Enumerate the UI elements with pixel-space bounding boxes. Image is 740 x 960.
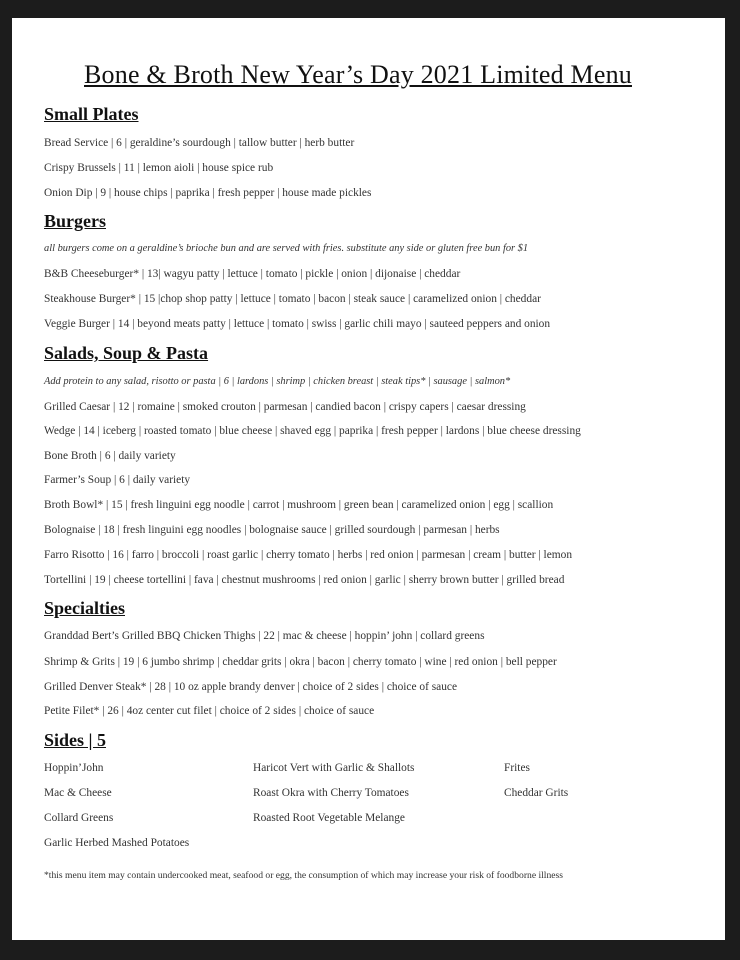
- footnote: *this menu item may contain undercooked meat, seafood or egg, the consumption of which may increase your risk of foodborne illness: [44, 870, 563, 881]
- menu-item: Grilled Denver Steak* | 28 | 10 oz apple brandy denver | choice of 2 sides | choice of sauce: [44, 681, 458, 693]
- section-heading-burgers: Burgers: [44, 211, 106, 231]
- menu-item: Wedge | 14 | iceberg | roasted tomato | blue cheese | shaved egg | paprika | fresh pepper | lardons | blue cheese dressing: [44, 425, 581, 437]
- side-item: Hoppin’John: [44, 762, 104, 774]
- menu-item: Bone Broth | 6 | daily variety: [44, 450, 176, 462]
- menu-item: B&B Cheeseburger* | 13| wagyu patty | lettuce | tomato | pickle | onion | dijonaise | cheddar: [44, 268, 461, 280]
- side-item: Cheddar Grits: [504, 787, 569, 799]
- menu-item: Crispy Brussels | 11 | lemon aioli | house spice rub: [44, 162, 274, 174]
- menu-item: Bolognaise | 18 | fresh linguini egg noodles | bolognaise sauce | grilled sourdough | parmesan | herbs: [44, 524, 500, 536]
- menu-item: Farro Risotto | 16 | farro | broccoli | roast garlic | cherry tomato | herbs | red onion | parmesan | cream | butter | lemon: [44, 549, 573, 561]
- side-item: Collard Greens: [44, 812, 114, 824]
- menu-item: Bread Service | 6 | geraldine’s sourdough | tallow butter | herb butter: [44, 137, 355, 149]
- section-heading-small-plates: Small Plates: [44, 104, 139, 124]
- section-heading-sides: Sides | 5: [44, 730, 106, 750]
- menu-item: Shrimp & Grits | 19 | 6 jumbo shrimp | cheddar grits | okra | bacon | cherry tomato | wine | red onion | bell pepper: [44, 656, 557, 668]
- menu-item: Steakhouse Burger* | 15 |chop shop patty | lettuce | tomato | bacon | steak sauce | caramelized onion | cheddar: [44, 293, 541, 305]
- menu-item: Onion Dip | 9 | house chips | paprika | fresh pepper | house made pickles: [44, 187, 372, 199]
- menu-item: Petite Filet* | 26 | 4oz center cut filet | choice of 2 sides | choice of sauce: [44, 705, 375, 717]
- salads-note: Add protein to any salad, risotto or pasta | 6 | lardons | shrimp | chicken breast | steak tips* | sausage | salmon*: [44, 376, 511, 387]
- menu-item: Broth Bowl* | 15 | fresh linguini egg noodle | carrot | mushroom | green bean | caramelized onion | egg | scallion: [44, 499, 554, 511]
- side-item: Roasted Root Vegetable Melange: [253, 812, 405, 824]
- burgers-note: all burgers come on a geraldine’s brioche bun and are served with fries. substitute any side or gluten free bun for $1: [44, 243, 529, 254]
- menu-item: Granddad Bert’s Grilled BBQ Chicken Thighs | 22 | mac & cheese | hoppin’ john | collard greens: [44, 630, 485, 642]
- menu-item: Farmer’s Soup | 6 | daily variety: [44, 474, 191, 486]
- menu-item: Veggie Burger | 14 | beyond meats patty | lettuce | tomato | swiss | garlic chili mayo | sauteed peppers and onion: [44, 318, 551, 330]
- menu-item: Tortellini | 19 | cheese tortellini | fava | chestnut mushrooms | red onion | garlic | sherry brown butter | grilled bread: [44, 574, 565, 586]
- side-item: Haricot Vert with Garlic & Shallots: [253, 762, 415, 774]
- section-heading-salads: Salads, Soup & Pasta: [44, 343, 209, 363]
- side-item: Mac & Cheese: [44, 787, 112, 799]
- section-heading-specialties: Specialties: [44, 598, 125, 618]
- side-item: Roast Okra with Cherry Tomatoes: [253, 787, 409, 799]
- side-item: Garlic Herbed Mashed Potatoes: [44, 837, 190, 849]
- menu-item: Grilled Caesar | 12 | romaine | smoked crouton | parmesan | candied bacon | crispy capers | caesar dressing: [44, 401, 526, 413]
- side-item: Frites: [504, 762, 530, 774]
- menu-title: Bone & Broth New Year’s Day 2021 Limited Menu: [84, 60, 632, 89]
